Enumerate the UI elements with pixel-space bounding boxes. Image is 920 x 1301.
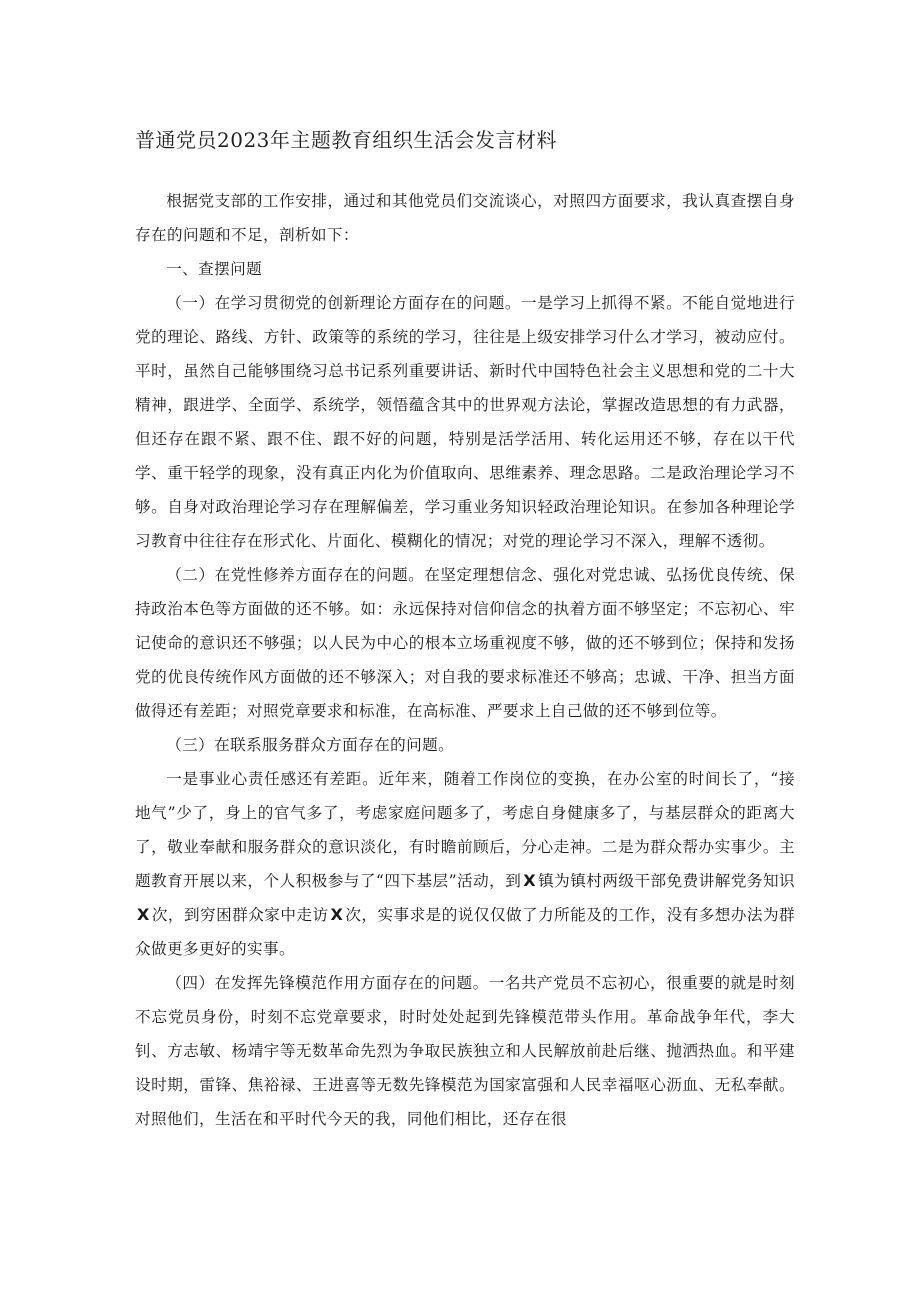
text-segment: 一是事业心责任感还有差距。近年来，随着工作岗位的变换，在办公室的时间长了，“接地气”少了，身上的官气多了，考虑家庭问题多了，考虑自身健康多了，与基层群众的距离大了，敬业奉献和服务群众的意识淡化，有时瞻前顾后，分心走神。二是为群众帮办实事少。主题教育开展以来，个人积极参与了“四下基层”活动，到 (135, 770, 795, 890)
redacted-placeholder: X (137, 905, 150, 924)
subheading-serving-masses: （三）在联系服务群众方面存在的问题。 (166, 736, 455, 754)
paragraph-party-spirit: （二）在党性修养方面存在的问题。在坚定理想信念、强化对党忠诚、弘扬优良传统、保持政治本色等方面做的还不够。如：永远保持对信仰信念的执着方面不够坚定；不忘初心、牢记使命的意识还不够强；以人民为中心的根本立场重视度不够，做的还不够到位；保持和发扬党的优良传统作风方面做的还不够深入；对自我的要求标准还不够高；忠诚、干净、担当方面做得还有差距；对照党章要求和标准，在高标准、严要求上自己做的还不够到位等。 (135, 566, 795, 720)
text-segment: 次，实事求是的说仅仅做了力所能及的工作，没有多想办法为群众做更多更好的实事。 (135, 906, 796, 958)
section-heading-problems: 一、查摆问题 (166, 260, 263, 278)
text-segment: 镇为镇村两级干部免费讲解党务知识 (538, 872, 795, 890)
paragraph-theory-study: （一）在学习贯彻党的创新理论方面存在的问题。一是学习上抓得不紧。不能自觉地进行党的理论、路线、方针、政策等的系统的学习，往往是上级安排学习什么才学习，被动应付。平时，虽然自己能够围绕习总书记系列重要讲话、新时代中国特色社会主义思想和党的二十大精神，跟进学、全面学、系统学，领悟蕴含其中的世界观方法论，掌握改造思想的有力武器，但还存在跟不紧、跟不住、跟不好的问题，特别是活学活用、转化运用还不够，存在以干代学、重干轻学的现象，没有真正内化为价值取向、思维素养、理念思路。二是政治理论学习不够。自身对政治理论学习存在理解偏差，学习重业务知识轻政治理论知识。在参加各种理论学习教育中往往存在形式化、片面化、模糊化的情况；对党的理论学习不深入，理解不透彻。 (135, 294, 795, 550)
intro-paragraph: 根据党支部的工作安排，通过和其他党员们交流谈心，对照四方面要求，我认真查摆自身存在的问题和不足，剖析如下： (135, 192, 795, 244)
document-title: 普通党员2023年主题教育组织生活会发言材料 (135, 128, 557, 152)
paragraph-serving-masses (135, 762, 795, 966)
document-page (135, 126, 795, 1136)
redacted-placeholder: X (523, 871, 537, 890)
redacted-placeholder: X (330, 905, 344, 924)
text-segment: 次，到穷困群众家中走访 (151, 906, 329, 924)
paragraph-vanguard-role: （四）在发挥先锋模范作用方面存在的问题。一名共产党员不忘初心，很重要的就是时刻不忘党员身份，时刻不忘党章要求，时时处处起到先锋模范带头作用。革命战争年代，李大钊、方志敏、杨靖宇等无数革命先烈为争取民族独立和人民解放前赴后继、抛洒热血。和平建设时期，雷锋、焦裕禄、王进喜等无数先锋模范为国家富强和人民幸福呕心沥血、无私奉献。对照他们，生活在和平时代今天的我，同他们相比，还存在很 (135, 974, 795, 1128)
